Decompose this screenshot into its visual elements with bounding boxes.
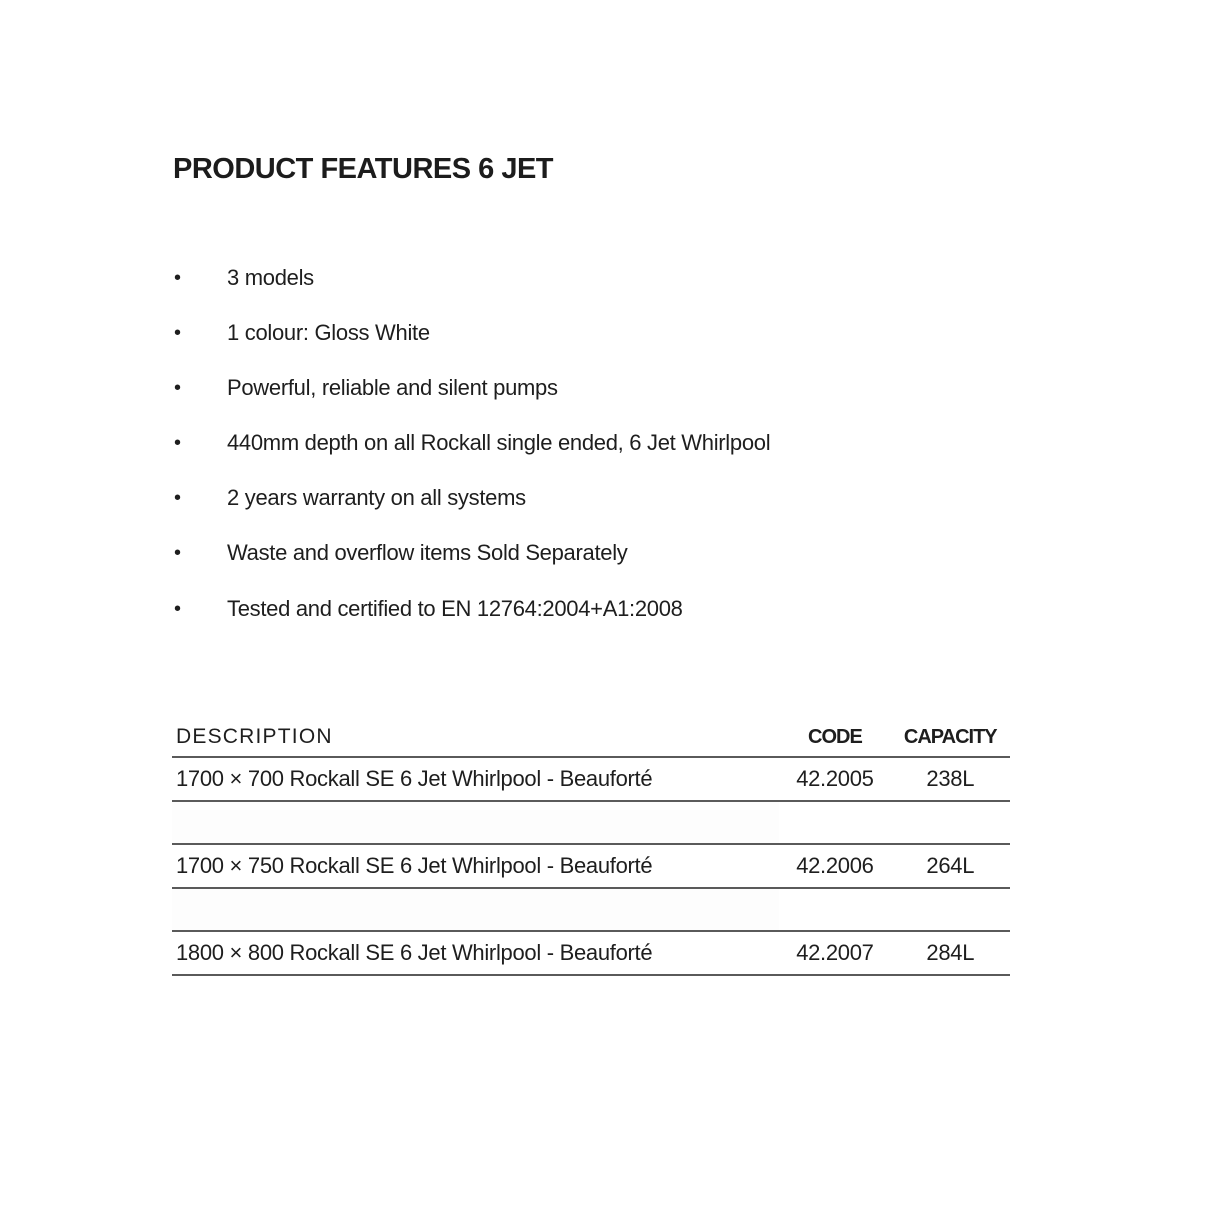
cell-capacity <box>891 888 1010 931</box>
feature-text: 1 colour: Gloss White <box>227 320 430 346</box>
bullet-icon: • <box>174 267 181 289</box>
feature-text: 440mm depth on all Rockall single ended, 6 Jet Whirlpool <box>227 430 771 456</box>
feature-text: 3 models <box>227 265 314 290</box>
table-row-empty <box>172 888 1010 931</box>
cell-code: 42.2006 <box>779 844 890 888</box>
feature-item <box>172 482 770 537</box>
cell-capacity: 238L <box>891 757 1010 801</box>
table-row <box>172 844 1010 888</box>
feature-item <box>172 262 770 317</box>
table-header-row <box>172 716 1010 757</box>
cell-code: 42.2005 <box>779 757 890 801</box>
bullet-icon: • <box>174 542 181 565</box>
feature-list <box>172 262 770 648</box>
cell-description <box>172 801 779 844</box>
feature-text: Tested and certified to EN 12764:2004+A1:2008 <box>227 595 683 621</box>
page-title: PRODUCT FEATURES 6 JET <box>173 153 554 185</box>
table-row <box>172 931 1010 975</box>
cell-code <box>779 888 890 931</box>
cell-code <box>779 801 890 844</box>
feature-item <box>172 537 770 592</box>
cell-code: 42.2007 <box>779 931 890 975</box>
cell-capacity <box>891 801 1010 844</box>
cell-description: 1700 × 700 Rockall SE 6 Jet Whirlpool - Beauforté <box>172 757 779 801</box>
bullet-icon: • <box>174 432 181 455</box>
header-capacity: CAPACITY <box>891 716 1010 757</box>
feature-text: Waste and overflow items Sold Separately <box>227 540 628 566</box>
feature-item <box>172 317 770 372</box>
bullet-icon: • <box>174 377 181 400</box>
cell-capacity: 284L <box>891 931 1010 975</box>
cell-description: 1700 × 750 Rockall SE 6 Jet Whirlpool - Beauforté <box>172 844 779 888</box>
cell-description: 1800 × 800 Rockall SE 6 Jet Whirlpool - Beauforté <box>172 931 779 975</box>
bullet-icon: • <box>174 597 181 620</box>
cell-capacity: 264L <box>891 844 1010 888</box>
header-description: DESCRIPTION <box>172 716 779 757</box>
header-code: CODE <box>779 716 890 757</box>
feature-text: Powerful, reliable and silent pumps <box>227 375 558 401</box>
feature-item <box>172 372 770 427</box>
table-row <box>172 757 1010 801</box>
table-row-empty <box>172 801 1010 844</box>
bullet-icon: • <box>174 487 181 510</box>
bullet-icon: • <box>174 322 181 345</box>
feature-text: 2 years warranty on all systems <box>227 485 526 511</box>
feature-item <box>172 593 770 648</box>
product-spec-table <box>172 716 1010 976</box>
cell-description <box>172 888 779 931</box>
feature-item <box>172 427 770 482</box>
